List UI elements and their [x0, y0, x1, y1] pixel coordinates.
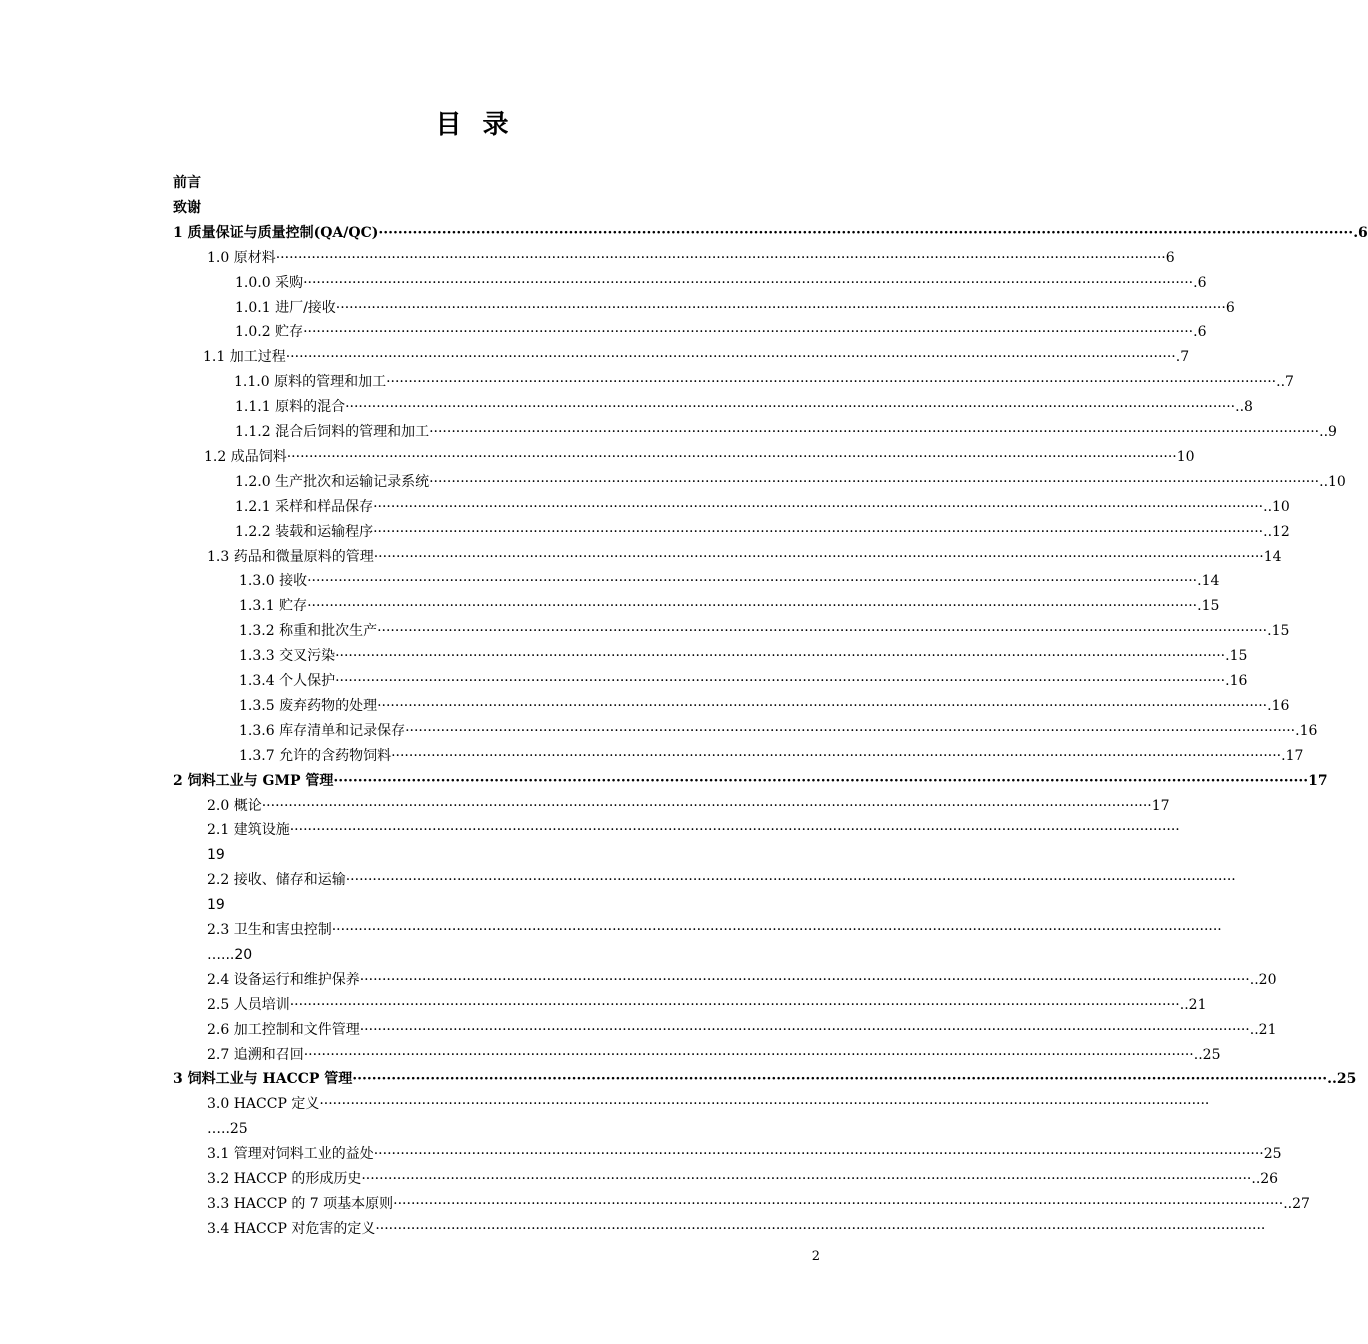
toc-entry-label: 3.2 HACCP 的形成历史: [207, 1171, 362, 1187]
toc-entry-page: .16: [1295, 722, 1318, 739]
toc-entry[interactable]: [239, 644, 1248, 669]
toc-entry-page: ..27: [1283, 1195, 1310, 1212]
dot-leader: ········································································································································································································: [289, 996, 1180, 1013]
toc-entry-page: .17: [1281, 747, 1304, 764]
toc-entry[interactable]: [207, 943, 818, 968]
toc-entry-label: 1 质量保证与质量控制(QA/QC): [173, 224, 379, 241]
toc-entry-label: 19: [207, 897, 225, 914]
toc-entry[interactable]: [207, 968, 1277, 993]
toc-entry-label: 1.1.2 混合后饲料的管理和加工: [235, 424, 430, 440]
dot-leader: ········································································································································································································: [359, 1021, 1250, 1038]
toc-entry-page: .7: [1175, 349, 1190, 366]
toc-entry-label: 1.2.1 采样和样品保存: [235, 498, 374, 515]
toc-entry-page: 6: [1165, 249, 1175, 266]
toc-entry[interactable]: [207, 993, 1207, 1018]
dot-leader: ········································································································································································································: [335, 299, 1226, 316]
dot-leader: ········································································································································································································: [261, 797, 1152, 814]
toc-entry[interactable]: [173, 769, 1328, 794]
toc-entry[interactable]: [204, 445, 1195, 470]
toc-entry[interactable]: [239, 619, 1290, 644]
toc-entry-page: ..25: [1193, 1046, 1221, 1063]
toc-entry-page: .14: [1197, 573, 1220, 590]
toc-entry-page: ..10: [1319, 473, 1346, 490]
toc-entry[interactable]: [235, 420, 1337, 445]
dot-leader: ········································································································································································································: [286, 448, 1177, 465]
toc-entry-page: ..26: [1251, 1171, 1279, 1187]
dot-leader: ········································································································································································································: [359, 971, 1250, 988]
toc-entry-page: .16: [1267, 697, 1290, 714]
toc-entry[interactable]: [239, 719, 1318, 744]
toc-entry-label: 1.1.1 原料的混合: [235, 399, 346, 416]
toc-entry-label: 1.3.6 库存清单和记录保存: [239, 722, 406, 739]
toc-entry-label: 1.1 加工过程: [203, 349, 286, 366]
toc-entry-page: ..20: [1249, 971, 1277, 988]
toc-entry-label: 2 饲料工业与 GMP 管理: [173, 772, 334, 789]
toc-entry-label: 1.3.3 交叉污染: [239, 648, 336, 665]
dot-leader: ········································································································································································································: [377, 623, 1268, 640]
toc-entry-label: 1.3.0 接收: [239, 573, 308, 590]
dot-leader: ········································································································································································································: [335, 648, 1226, 665]
toc-entry-label: 1.2.2 装载和运输程序: [235, 523, 374, 540]
toc-entry[interactable]: [235, 470, 1346, 495]
toc-entry[interactable]: [239, 744, 1304, 769]
toc-entry-page: 17: [1151, 797, 1170, 814]
toc-entry-page: .16: [1225, 673, 1248, 689]
toc-entry-page: 17: [1308, 772, 1328, 789]
toc-entry-page: .6: [1353, 224, 1368, 241]
dot-leader: ········································································································································································································: [373, 523, 1264, 540]
dot-leader: ········································································································································································································: [361, 1171, 1252, 1187]
toc-entry-page: .6: [1193, 274, 1207, 291]
toc-entry[interactable]: [173, 196, 820, 221]
toc-entry[interactable]: [207, 1167, 1279, 1192]
dot-leader: ········································································································································································································: [345, 399, 1236, 416]
toc-entry[interactable]: [234, 370, 1294, 395]
toc-entry[interactable]: [207, 1217, 1266, 1242]
toc-entry-page: 6: [1225, 299, 1235, 316]
toc-entry-label: 1.0.1 进厂/接收: [235, 299, 336, 316]
toc-entry-label: 2.4 设备运行和维护保养: [207, 971, 360, 988]
toc-entry-label: 2.3 卫生和害虫控制: [207, 922, 332, 938]
toc-entry[interactable]: [207, 818, 1180, 843]
dot-leader: ········································································································································································································: [303, 324, 1194, 341]
toc-entry[interactable]: [235, 271, 1207, 296]
toc-entry[interactable]: [239, 594, 1220, 619]
dot-leader: ········································································································································································································: [289, 822, 1180, 839]
toc-entry-label: 2.6 加工控制和文件管理: [207, 1021, 360, 1038]
toc-entry-label: 3.3 HACCP 的 7 项基本原则: [207, 1195, 394, 1212]
toc-entry[interactable]: [173, 171, 820, 196]
toc-entry-label: …...20: [207, 946, 253, 963]
toc-entry-label: 致谢: [173, 199, 201, 216]
toc-entry-page: .6: [1193, 324, 1207, 341]
toc-entry-page: .15: [1267, 623, 1290, 640]
toc-entry-label: 3.4 HACCP 对危害的定义: [207, 1220, 376, 1237]
dot-leader: ········································································································································································································: [377, 697, 1268, 714]
toc-entry-label: 2.0 概论: [207, 797, 262, 814]
toc-entry-label: 1.1.0 原料的管理和加工: [234, 374, 387, 391]
toc-entry-label: 19: [207, 847, 225, 864]
toc-entry[interactable]: [207, 1142, 1282, 1167]
toc-entry-label: 2.7 追溯和召回: [207, 1046, 304, 1063]
dot-leader: ········································································································································································································: [378, 224, 1354, 241]
toc-entry[interactable]: [207, 918, 1222, 943]
toc-entry-label: 前言: [173, 175, 201, 191]
toc-entry[interactable]: [173, 1067, 1357, 1092]
toc-entry[interactable]: [207, 843, 818, 868]
toc-entry-label: 1.0.2 贮存: [235, 324, 304, 341]
toc-entry[interactable]: [235, 495, 1290, 520]
toc-entry-label: 1.3.1 贮存: [239, 598, 308, 615]
dot-leader: ········································································································································································································: [373, 498, 1264, 515]
toc-entry[interactable]: [207, 794, 1170, 819]
toc-entry[interactable]: [207, 246, 1175, 271]
toc-entry-label: …..25: [207, 1121, 248, 1138]
toc-entry[interactable]: [207, 1092, 1210, 1117]
toc-entry-label: 1.3.7 允许的含药物饲料: [239, 747, 392, 764]
toc-entry-label: 1.0.0 采购: [235, 274, 304, 291]
toc-title: 目 录: [435, 110, 515, 140]
toc-entry-label: 1.0 原材料: [207, 249, 276, 266]
dot-leader: ········································································································································································································: [429, 424, 1320, 440]
toc-entry[interactable]: [207, 893, 818, 918]
toc-entry-label: 3 饲料工业与 HACCP 管理: [173, 1071, 353, 1088]
dot-leader: ········································································································································································································: [386, 374, 1277, 391]
toc-entry-page: ..8: [1235, 399, 1253, 416]
toc-entry[interactable]: [207, 1117, 818, 1142]
toc-entry-page: .15: [1225, 648, 1248, 665]
toc-entry-page: ..21: [1179, 996, 1207, 1013]
dot-leader: ········································································································································································································: [352, 1071, 1328, 1088]
toc-entry[interactable]: [173, 221, 1368, 246]
dot-leader: ········································································································································································································: [307, 598, 1198, 615]
toc-entry-label: 3.0 HACCP 定义: [207, 1096, 320, 1113]
toc-entry-page: ..12: [1263, 523, 1290, 540]
toc-entry-label: 2.2 接收、储存和运输: [207, 872, 346, 889]
dot-leader: ········································································································································································································: [429, 473, 1320, 490]
dot-leader: ········································································································································································································: [333, 772, 1309, 789]
toc-entry-label: 1.3.2 称重和批次生产: [239, 623, 378, 640]
toc-entry-page: .15: [1197, 598, 1220, 615]
toc-entry[interactable]: [207, 545, 1282, 570]
dot-leader: ········································································································································································································: [391, 747, 1282, 764]
dot-leader: ········································································································································································································: [307, 573, 1198, 590]
toc-entry[interactable]: [207, 868, 1236, 893]
dot-leader: ········································································································································································································: [405, 722, 1296, 739]
toc-entry-page: 14: [1263, 548, 1282, 565]
dot-leader: ········································································································································································································: [393, 1195, 1284, 1212]
page-number: 2: [811, 1249, 820, 1264]
dot-leader: ········································································································································································································: [373, 1146, 1264, 1163]
toc-entry-page: ..10: [1263, 498, 1290, 515]
dot-leader: ········································································································································································································: [375, 1220, 1266, 1237]
dot-leader: ········································································································································································································: [345, 872, 1236, 889]
toc-entry[interactable]: [239, 569, 1220, 594]
toc-entry-label: 2.5 人员培训: [207, 996, 290, 1013]
toc-entry-page: 25: [1263, 1146, 1282, 1163]
toc-entry-label: 3.1 管理对饲料工业的益处: [207, 1146, 374, 1163]
toc-entry-page: ..9: [1319, 424, 1337, 440]
toc-entry-label: 2.1 建筑设施: [207, 822, 290, 839]
dot-leader: ········································································································································································································: [275, 249, 1166, 266]
toc-entry[interactable]: [207, 1043, 1221, 1068]
toc-entry-label: 1.3.5 废弃药物的处理: [239, 697, 378, 714]
dot-leader: ········································································································································································································: [303, 1046, 1194, 1063]
dot-leader: ········································································································································································································: [373, 548, 1264, 565]
toc-entry[interactable]: [203, 345, 1190, 370]
toc-entry[interactable]: [239, 669, 1248, 694]
toc-entry-page: ..7: [1276, 374, 1294, 391]
toc-entry[interactable]: [207, 1018, 1277, 1043]
toc-entry[interactable]: [235, 520, 1290, 545]
dot-leader: ········································································································································································································: [335, 673, 1226, 689]
toc-entry[interactable]: [235, 320, 1207, 345]
toc-entry-label: 1.3 药品和微量原料的管理: [207, 548, 374, 565]
toc-entry[interactable]: [235, 395, 1253, 420]
toc-entry-page: ..25: [1327, 1071, 1357, 1088]
toc-entry-page: ..21: [1249, 1021, 1277, 1038]
toc-entry[interactable]: [239, 694, 1290, 719]
toc-entry-page: 10: [1176, 448, 1195, 465]
toc-entry[interactable]: [207, 1192, 1310, 1217]
toc-entry-label: 1.2 成品饲料: [204, 448, 287, 465]
dot-leader: ········································································································································································································: [285, 349, 1176, 366]
dot-leader: ········································································································································································································: [303, 274, 1194, 291]
dot-leader: ········································································································································································································: [319, 1096, 1210, 1113]
dot-leader: ········································································································································································································: [331, 922, 1222, 938]
toc-entry-label: 1.3.4 个人保护: [239, 673, 336, 689]
toc-entry-label: 1.2.0 生产批次和运输记录系统: [235, 473, 430, 490]
toc-entry[interactable]: [235, 296, 1235, 321]
